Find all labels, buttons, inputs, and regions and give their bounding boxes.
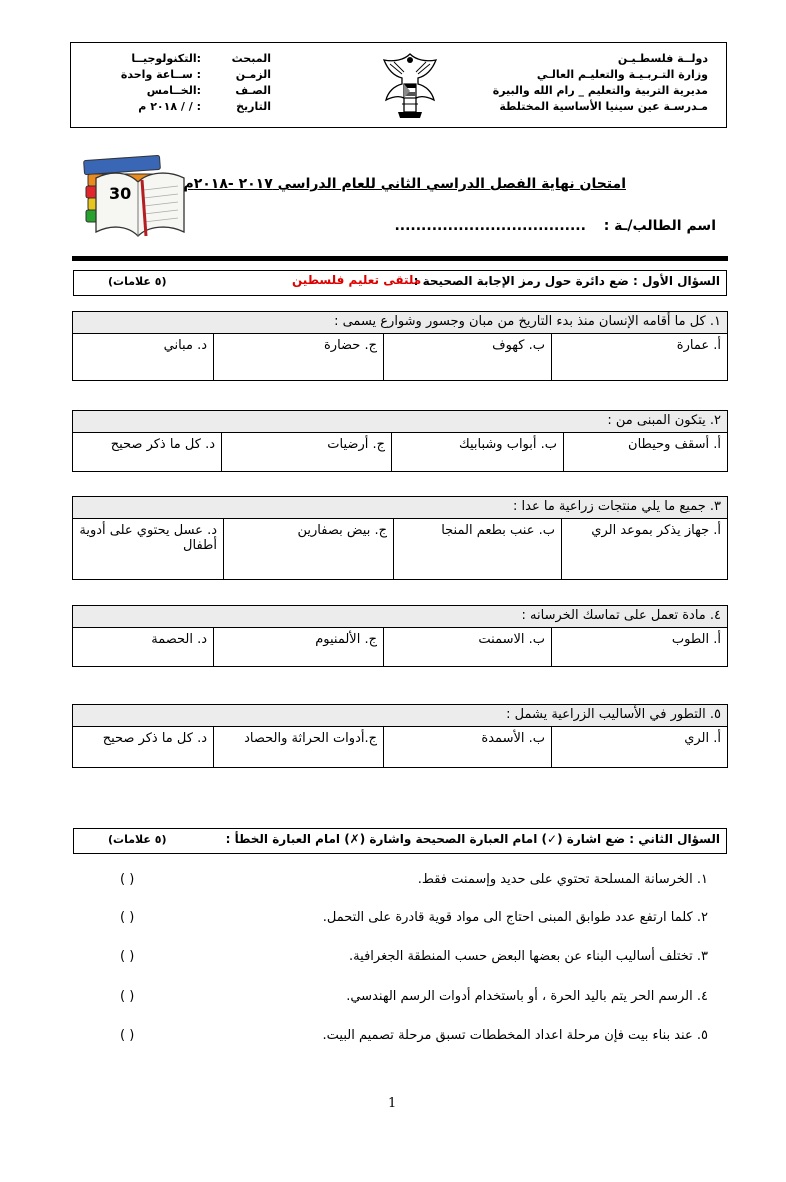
brand-label: ملتقى تعليم فلسطين [292,273,422,287]
statement-3: ٣. تختلف أساليب البناء عن بعضها البعض حسب المنطقة الجغرافية. [349,949,708,964]
q3-option-b[interactable]: ب. عنب بطعم المنجا [393,519,561,579]
section1-bar [73,270,727,296]
q1-option-a[interactable]: أ. عمارة [551,334,727,380]
section2-title: السؤال الثاني : ضع اشارة (✓) امام العبارة الصحيحة واشارة (✗) امام العبارة الخطأ : [225,832,720,846]
student-name-row [394,218,716,234]
q5-option-b[interactable]: ب. الأسمدة [383,727,551,767]
q1-option-d[interactable]: د. مباني [163,338,207,353]
header-class-label: الصـف [235,84,271,97]
header-ministry: وزارة التـربـيـة والتعليـم العالـي [536,68,708,81]
exam-title: امتحان نهاية الفصل الدراسي الثاني للعام الدراسي ٢٠١٧ -٢٠١٨م [183,176,626,192]
q4-option-c[interactable]: ج. الألمنيوم [213,628,383,666]
score-badge: 30 [109,184,132,203]
statement-1: ١. الخرسانة المسلحة تحتوي على حديد وإسمنت فقط. [417,872,708,887]
question-5-text: ٥. التطور في الأساليب الزراعية يشمل : [73,705,727,727]
question-5 [72,704,728,768]
section2-marks: (٥ علامات) [108,833,167,846]
q2-option-c[interactable]: ج. أرضيات [221,433,391,471]
header-time-label: الزمـن [235,68,271,81]
question-4-text: ٤. مادة تعمل على تماسك الخرسانه : [73,606,727,628]
q3-option-d[interactable]: د. عسل يحتوي على أدوية أطفال [79,523,217,553]
section2-bar [73,828,727,854]
header-subject-value: :التكنولوجيــا [131,52,201,65]
header-divider [72,256,728,261]
page-number: 1 [388,1096,397,1111]
question-1-text: ١. كل ما أقامه الإنسان منذ بدء التاريخ من مبان وجسور وشوارع يسمى : [73,312,727,334]
palestine-emblem-icon [380,50,440,122]
header-school: مـدرسـة عين سينيا الأساسية المختلطة [499,100,708,113]
q4-option-d[interactable]: د. الحصمة [151,632,207,647]
header-date-value: : / / ٢٠١٨ م [138,100,201,113]
answer-blank-5[interactable]: ( ) [120,1028,135,1043]
q3-option-a[interactable]: أ. جهاز يذكر بموعد الري [561,519,727,579]
header-directorate: مديرية التربية والتعليم _ رام الله والبيرة [492,84,708,97]
statement-2: ٢. كلما ارتفع عدد طوابق المبنى احتاج الى مواد قوية قادرة على التحمل. [322,910,708,925]
q2-option-b[interactable]: ب. أبواب وشبابيك [391,433,563,471]
header-class-value: :الخــامس [146,84,201,97]
statement-4: ٤. الرسم الحر يتم باليد الحرة ، أو باستخدام أدوات الرسم الهندسي. [346,989,708,1004]
q1-option-b[interactable]: ب. كهوف [383,334,551,380]
q1-option-c[interactable]: ج. حضارة [213,334,383,380]
statement-5: ٥. عند بناء بيت فإن مرحلة اعداد المخططات تسبق مرحلة تصميم البيت. [322,1028,708,1043]
answer-blank-1[interactable]: ( ) [120,872,135,887]
q4-option-b[interactable]: ب. الاسمنت [383,628,551,666]
header-subject-label: المبحث [231,52,271,65]
answer-blank-4[interactable]: ( ) [120,989,135,1004]
q3-option-c[interactable]: ج. بيض بصفارين [223,519,393,579]
q5-option-c[interactable]: ج.أدوات الحراثة والحصاد [213,727,383,767]
header-time-value: : ســاعة واحدة [120,68,201,81]
book-score-icon [82,150,188,240]
header-date-label: التاريخ [236,100,271,113]
q5-option-a[interactable]: أ. الري [551,727,727,767]
student-name-field[interactable]: .................................... [394,218,586,234]
q4-option-a[interactable]: أ. الطوب [551,628,727,666]
q5-option-d[interactable]: د. كل ما ذكر صحيح [102,731,207,746]
question-3-text: ٣. جميع ما يلي منتجات زراعية ما عدا : [73,497,727,519]
answer-blank-2[interactable]: ( ) [120,910,135,925]
q2-option-a[interactable]: أ. أسقف وحيطان [563,433,727,471]
student-name-label: اسم الطالب/ـة : [603,218,716,234]
header-country: دولــة فلسطـيـن [617,52,708,65]
section1-title: السؤال الأول : ضع دائرة حول رمز الإجابة الصحيحة : [413,274,720,288]
question-3 [72,496,728,580]
question-1 [72,311,728,381]
answer-blank-3[interactable]: ( ) [120,949,135,964]
question-4 [72,605,728,667]
section1-marks: (٥ علامات) [108,275,167,288]
q2-option-d[interactable]: د. كل ما ذكر صحيح [110,437,215,452]
question-2-text: ٢. يتكون المبنى من : [73,411,727,433]
question-2 [72,410,728,472]
